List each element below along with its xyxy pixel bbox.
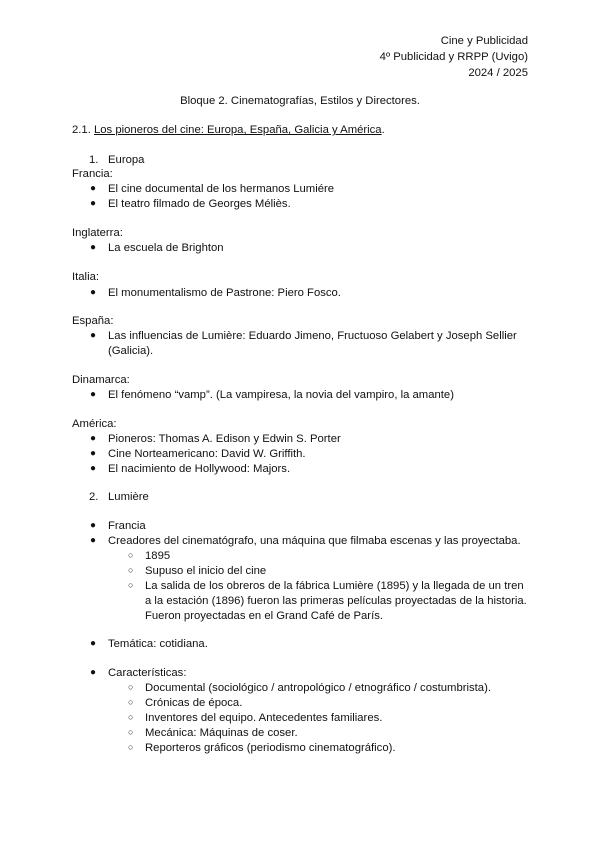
bullet-icon: ● (90, 463, 97, 474)
section-title (72, 124, 385, 136)
sub-bullet-icon: ○ (128, 727, 134, 737)
list-item: Características: (108, 667, 187, 679)
sub-bullet-icon: ○ (128, 712, 134, 722)
bullet-icon: ● (90, 448, 97, 459)
country-heading-italia: Italia: (72, 271, 100, 283)
bullet-icon: ● (90, 638, 97, 649)
bullet-icon: ● (90, 389, 97, 400)
degree-name: 4º Publicidad y RRPP (Uvigo) (379, 51, 528, 63)
section-period: . (381, 124, 385, 136)
sub-bullet-icon: ○ (128, 742, 134, 752)
academic-year: 2024 / 2025 (468, 67, 528, 79)
list-item: La escuela de Brighton (108, 242, 224, 254)
bullet-icon: ● (90, 198, 97, 209)
course-name: Cine y Publicidad (440, 35, 528, 47)
sub-bullet-icon: ○ (128, 697, 134, 707)
block-title: Bloque 2. Cinematografías, Estilos y Directores. (180, 95, 420, 107)
list-item: El teatro filmado de Georges Méliès. (108, 198, 291, 210)
list-item: Cine Norteamericano: David W. Griffith. (108, 448, 306, 460)
list-item: El cine documental de los hermanos Lumiére (108, 183, 335, 195)
sub-list-item: Documental (sociológico / antropológico / etnográfico / costumbrista). (145, 682, 491, 694)
list-number: 1. (89, 154, 99, 166)
list-item: El monumentalismo de Pastrone: Piero Fosco. (108, 287, 341, 299)
section-number: 2.1. (72, 124, 91, 136)
country-heading-inglaterra: Inglaterra: (72, 227, 123, 239)
country-heading-espana: España: (72, 315, 114, 327)
list-item: Temática: cotidiana. (108, 638, 208, 650)
bullet-icon: ● (90, 242, 97, 253)
list-item: Las influencias de Lumière: Eduardo Jimeno, Fructuoso Gelabert y Joseph Sellier (Galicia). (108, 330, 517, 357)
numbered-item-2-label: Lumière (108, 491, 149, 503)
sub-list-item: 1895 (145, 550, 171, 562)
sub-bullet-icon: ○ (128, 565, 134, 575)
country-heading-francia: Francia: (72, 168, 113, 180)
sub-list-item: Inventores del equipo. Antecedentes familiares. (145, 712, 383, 724)
bullet-icon: ● (90, 520, 97, 531)
sub-list-item: Mecánica: Máquinas de coser. (145, 727, 298, 739)
bullet-icon: ● (90, 287, 97, 298)
list-item: Francia (108, 520, 146, 532)
country-heading-america: América: (72, 418, 117, 430)
country-heading-dinamarca: Dinamarca: (72, 374, 130, 386)
numbered-item-1 (89, 153, 98, 168)
list-item: Creadores del cinematógrafo, una máquina que filmaba escenas y las proyectaba. (108, 535, 521, 547)
list-item: El fenómeno “vamp”. (La vampiresa, la novia del vampiro, la amante) (108, 389, 454, 401)
sub-bullet-icon: ○ (128, 550, 134, 560)
section-heading: Los pioneros del cine: Europa, España, Galicia y América (93, 124, 382, 136)
document-header (380, 33, 528, 81)
bullet-icon: ● (90, 535, 97, 546)
list-item: Pioneros: Thomas A. Edison y Edwin S. Porter (108, 433, 341, 445)
bullet-icon: ● (90, 183, 97, 194)
sub-list-item: Supuso el inicio del cine (145, 565, 267, 577)
sub-list-item: La salida de los obreros de la fábrica Lumière (1895) y la llegada de un tren a la estación (1896) fueron las primeras películas proyectadas de la historia. Fueron proyectadas en el Grand Café de París. (145, 580, 527, 622)
bullet-icon: ● (90, 433, 97, 444)
numbered-item-2: 2. (89, 491, 99, 503)
bullet-icon: ● (90, 330, 97, 341)
sub-bullet-icon: ○ (128, 580, 134, 590)
sub-list-item: Crónicas de época. (145, 697, 243, 709)
sub-list-item: Reporteros gráficos (periodismo cinematográfico). (145, 742, 396, 754)
numbered-item-1-label: Europa (108, 154, 145, 166)
bullet-icon: ● (90, 667, 97, 678)
sub-bullet-icon: ○ (128, 682, 134, 692)
list-item: El nacimiento de Hollywood: Majors. (108, 463, 291, 475)
